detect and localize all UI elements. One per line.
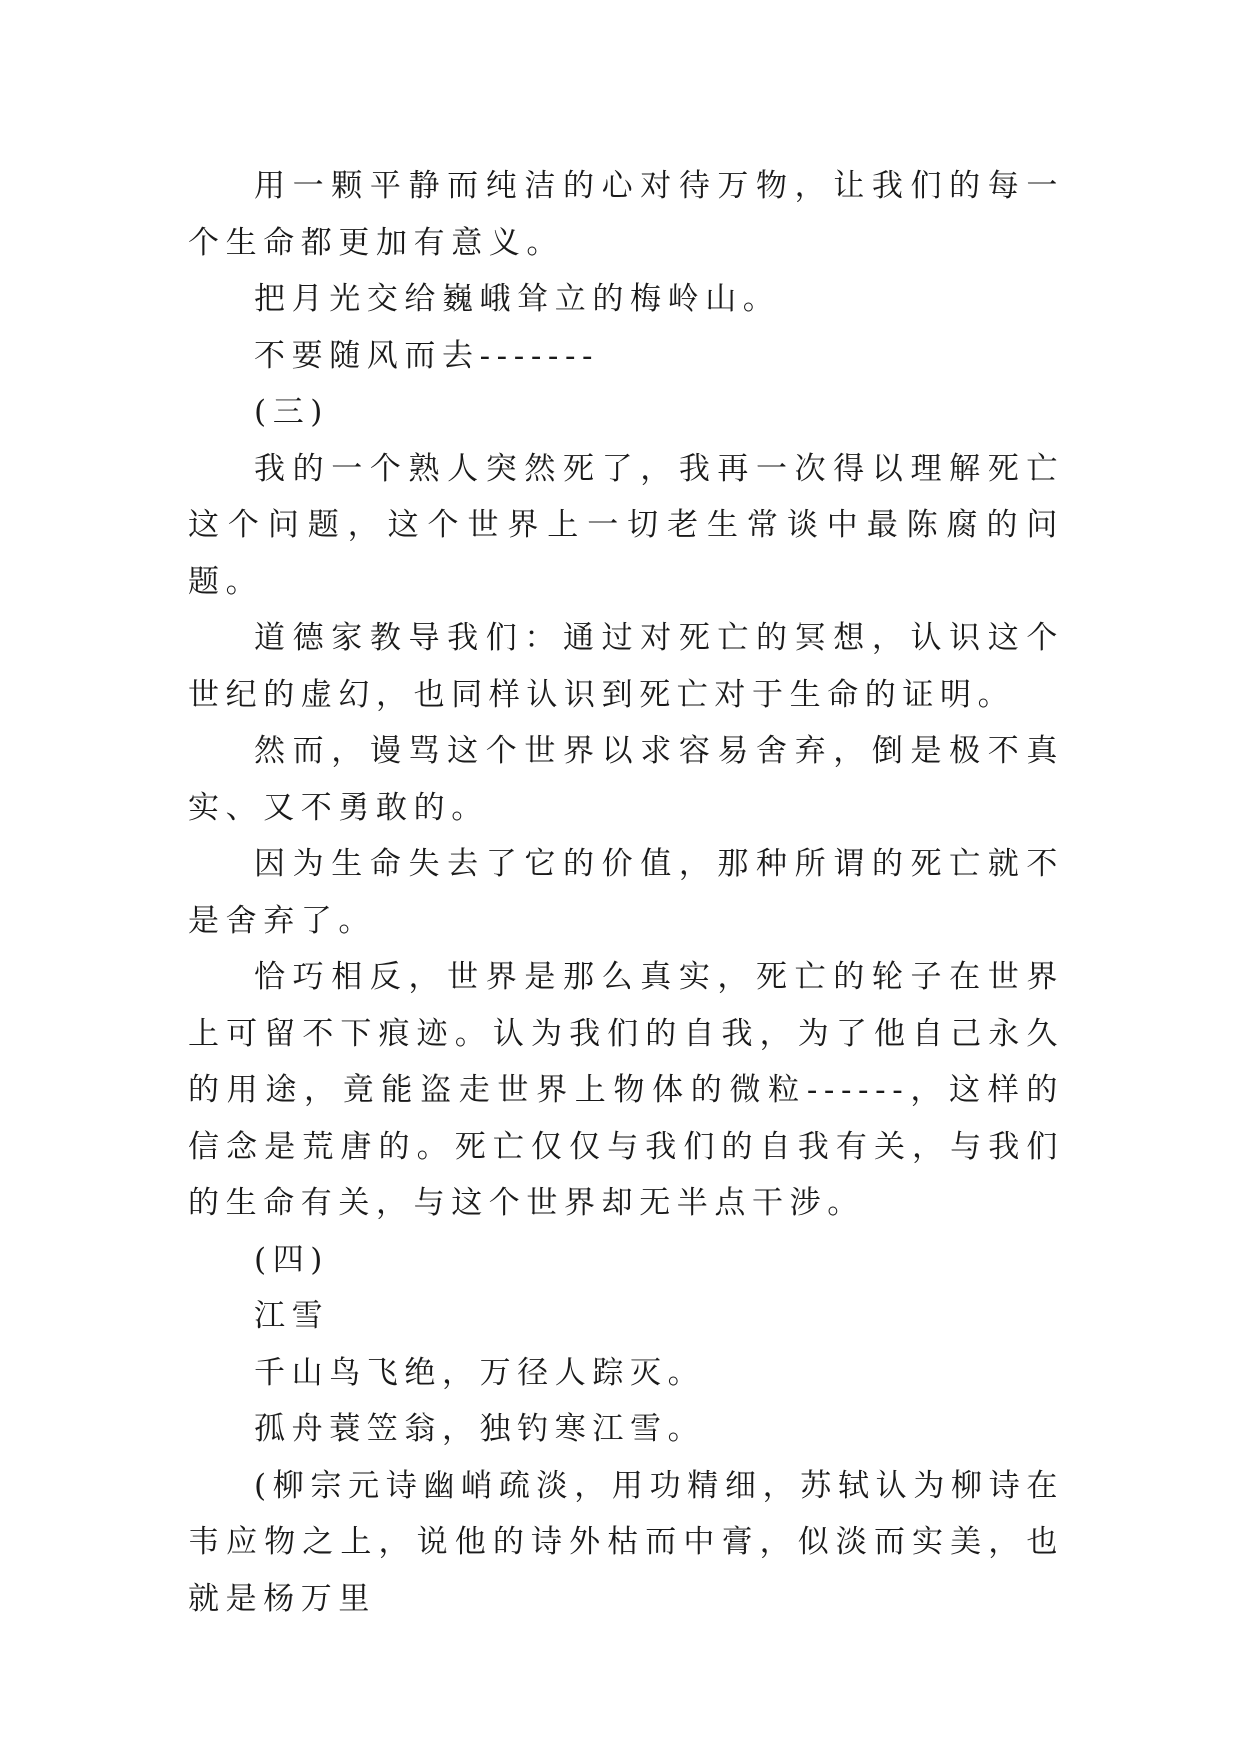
poem-line: 千山鸟飞绝，万径人踪灭。: [254, 1354, 706, 1391]
paragraph: 道德家教导我们：通过对死亡的冥想，认识这个世纪的虚幻，也同样认识到死亡对于生命的证明。: [188, 620, 1064, 713]
paragraph: 恰巧相反，世界是那么真实，死亡的轮子在世界上可留不下痕迹。认为我们的自我，为了他自己永久的用途，竟能盗走世界上物体的微粒------，这样的信念是荒唐的。死亡仅仅与我们的自我有关，与我们的生命有关，与这个世界却无半点干涉。: [188, 959, 1064, 1221]
paragraph: 不要随风而去-------: [254, 337, 600, 374]
paragraph: 然而，谩骂这个世界以求容易舍弃，倒是极不真实、又不勇敢的。: [188, 733, 1064, 826]
document-body: [188, 158, 1064, 1627]
paragraph: 因为生命失去了它的价值，那种所谓的死亡就不是舍弃了。: [188, 846, 1064, 939]
paragraph: 把月光交给巍峨耸立的梅岭山。: [254, 281, 781, 317]
paragraph: 我的一个熟人突然死了，我再一次得以理解死亡这个问题，这个世界上一切老生常谈中最陈腐的问题。: [188, 450, 1064, 600]
paragraph: 用一颗平静而纯洁的心对待万物，让我们的每一个生命都更加有意义。: [188, 168, 1064, 261]
section-heading: (四): [254, 1241, 329, 1278]
poem-title: 江雪: [254, 1298, 330, 1334]
paragraph: (柳宗元诗幽峭疏淡，用功精细，苏轼认为柳诗在韦应物之上，说他的诗外枯而中膏，似淡而实美，也就是杨万里: [188, 1467, 1064, 1617]
section-heading: (三): [254, 394, 329, 430]
poem-line: 孤舟蓑笠翁，独钓寒江雪。: [254, 1411, 706, 1447]
